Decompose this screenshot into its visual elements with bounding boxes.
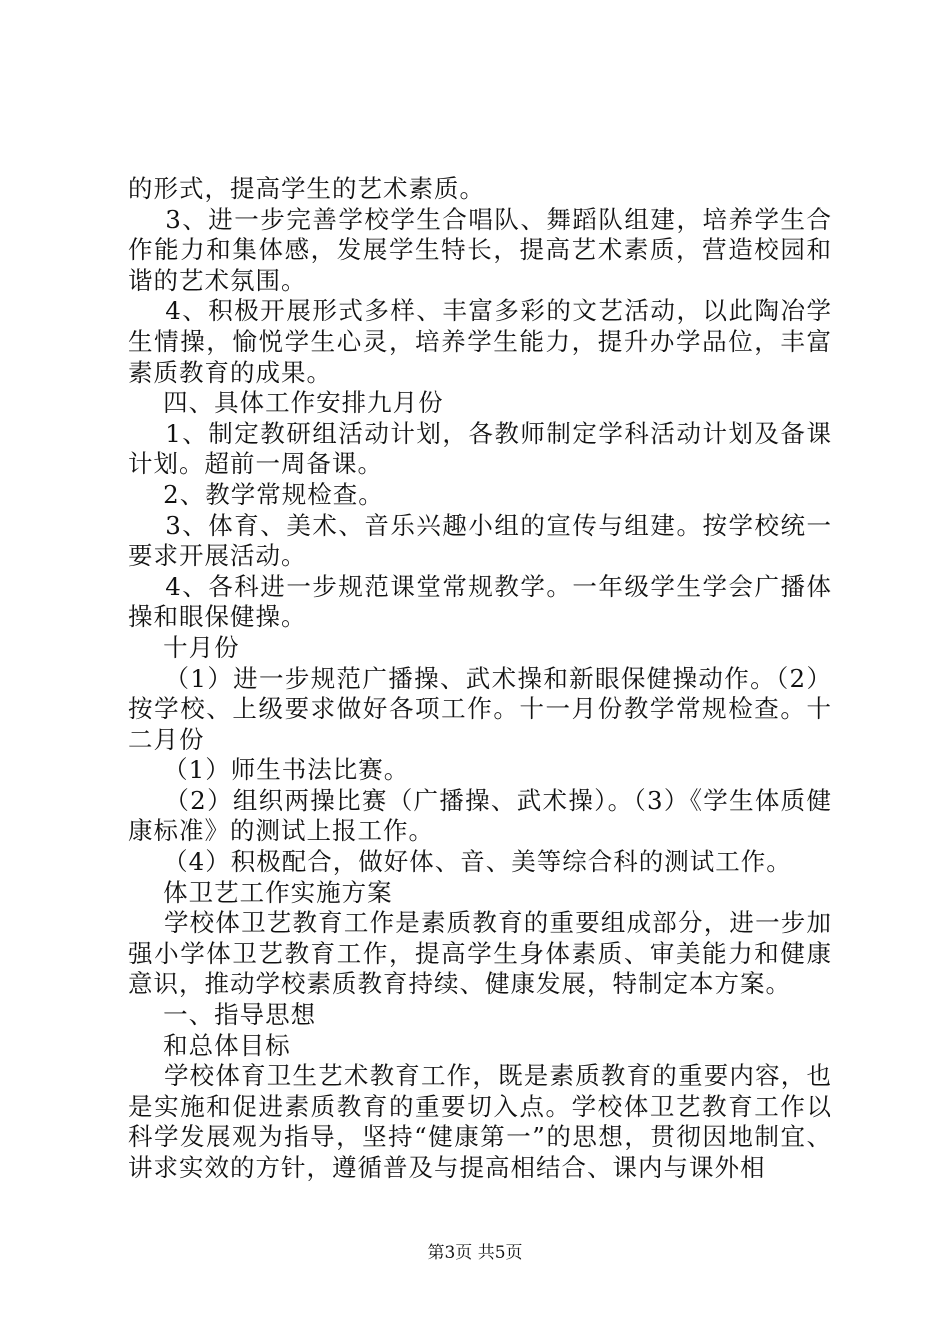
paragraph: （4）积极配合，做好体、音、美等综合科的测试工作。 [128, 847, 792, 877]
paragraph: 3、进一步完善学校学生合唱队、舞蹈队组建，培养学生合作能力和集体感，发展学生特长，提高艺术素质，营造校园和谐的艺术氛围。 [128, 204, 832, 295]
paragraph: 和总体目标 [128, 1030, 291, 1060]
paragraph: 体卫艺工作实施方案 [128, 877, 393, 907]
paragraph: 一、指导思想 [128, 1000, 317, 1030]
paragraph: 十月份 [128, 632, 240, 662]
paragraph: 4、积极开展形式多样、丰富多彩的文艺活动，以此陶冶学生情操，愉悦学生心灵，培养学生能力，提升办学品位，丰富素质教育的成果。 [128, 296, 832, 387]
paragraph: 四、具体工作安排九月份 [128, 388, 444, 418]
paragraph: 3、体育、美术、音乐兴趣小组的宣传与组建。按学校统一要求开展活动。 [128, 510, 832, 571]
paragraph: 4、各科进一步规范课堂常规教学。一年级学生学会广播体操和眼保健操。 [128, 571, 832, 632]
paragraph: （1）师生书法比赛。 [128, 755, 410, 785]
paragraph: （2）组织两操比赛（广播操、武术操）。（3）《学生体质健康标准》的测试上报工作。 [128, 785, 832, 846]
paragraph: 学校体育卫生艺术教育工作，既是素质教育的重要内容，也是实施和促进素质教育的重要切入点。学校体卫艺教育工作以科学发展观为指导，坚持“健康第一”的思想，贯彻因地制宜、讲求实效的方针，遵循普及与提高相结合、课内与课外相 [128, 1061, 833, 1182]
paragraph: 学校体卫艺教育工作是素质教育的重要组成部分，进一步加强小学体卫艺教育工作，提高学生身体素质、审美能力和健康意识，推动学校素质教育持续、健康发展，特制定本方案。 [128, 908, 833, 999]
paragraph: 1、制定教研组活动计划，各教师制定学科活动计划及备课计划。超前一周备课。 [128, 418, 832, 479]
paragraph: （1）进一步规范广播操、武术操和新眼保健操动作。（2）按学校、上级要求做好各项工作。十一月份教学常规检查。十二月份 [128, 663, 832, 754]
page-footer: 第3页 共5页 [427, 1243, 523, 1263]
paragraph: 的形式，提高学生的艺术素质。 [128, 174, 485, 203]
document-body [128, 174, 832, 1184]
paragraph: 2、教学常规检查。 [128, 479, 384, 509]
